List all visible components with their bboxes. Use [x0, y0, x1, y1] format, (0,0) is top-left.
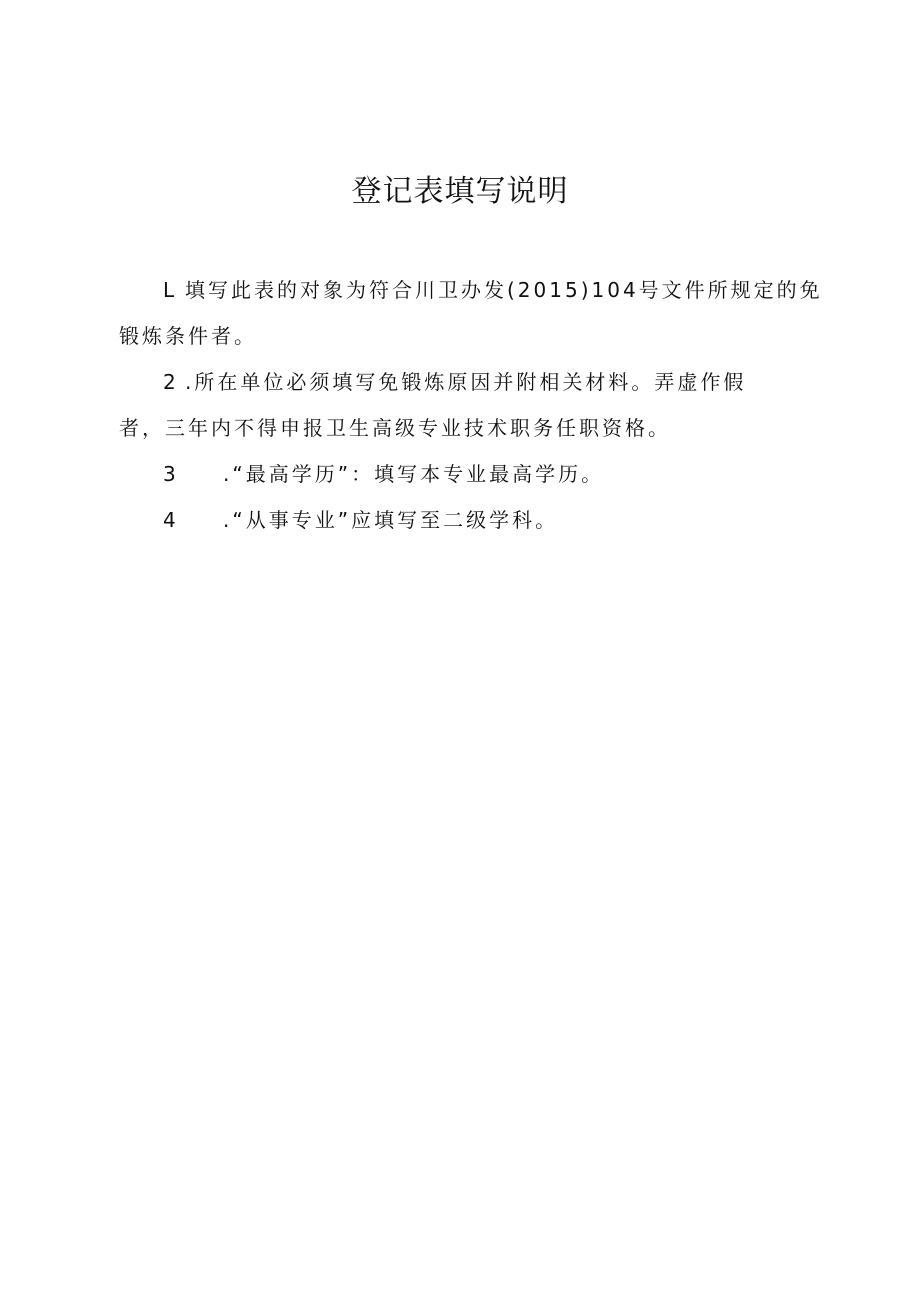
instruction-item-3 [163, 460, 604, 488]
item-text: .“最高学历”：填写本专业最高学历。 [223, 462, 605, 486]
item-text: 填写此表的对象为符合川卫办发(2015)104号文件所规定的免 [185, 278, 823, 302]
instruction-item-4 [163, 506, 558, 534]
item-number: 4 [163, 508, 179, 532]
instruction-item-2-continued: 者，三年内不得申报卫生高级专业技术职务任职资格。 [119, 416, 671, 440]
item-number: 3 [163, 462, 179, 486]
instruction-item-1-continued: 锻炼条件者。 [119, 324, 257, 348]
instruction-item-2 [163, 368, 746, 396]
item-number: 2 [163, 370, 179, 394]
item-number: L [163, 278, 178, 302]
page-title: 登记表填写说明 [351, 174, 569, 209]
item-text: .“从事专业”应填写至二级学科。 [223, 508, 559, 532]
item-text: .所在单位必须填写免锻炼原因并附相关材料。弄虚作假 [185, 370, 747, 394]
instruction-item-1 [163, 276, 823, 304]
